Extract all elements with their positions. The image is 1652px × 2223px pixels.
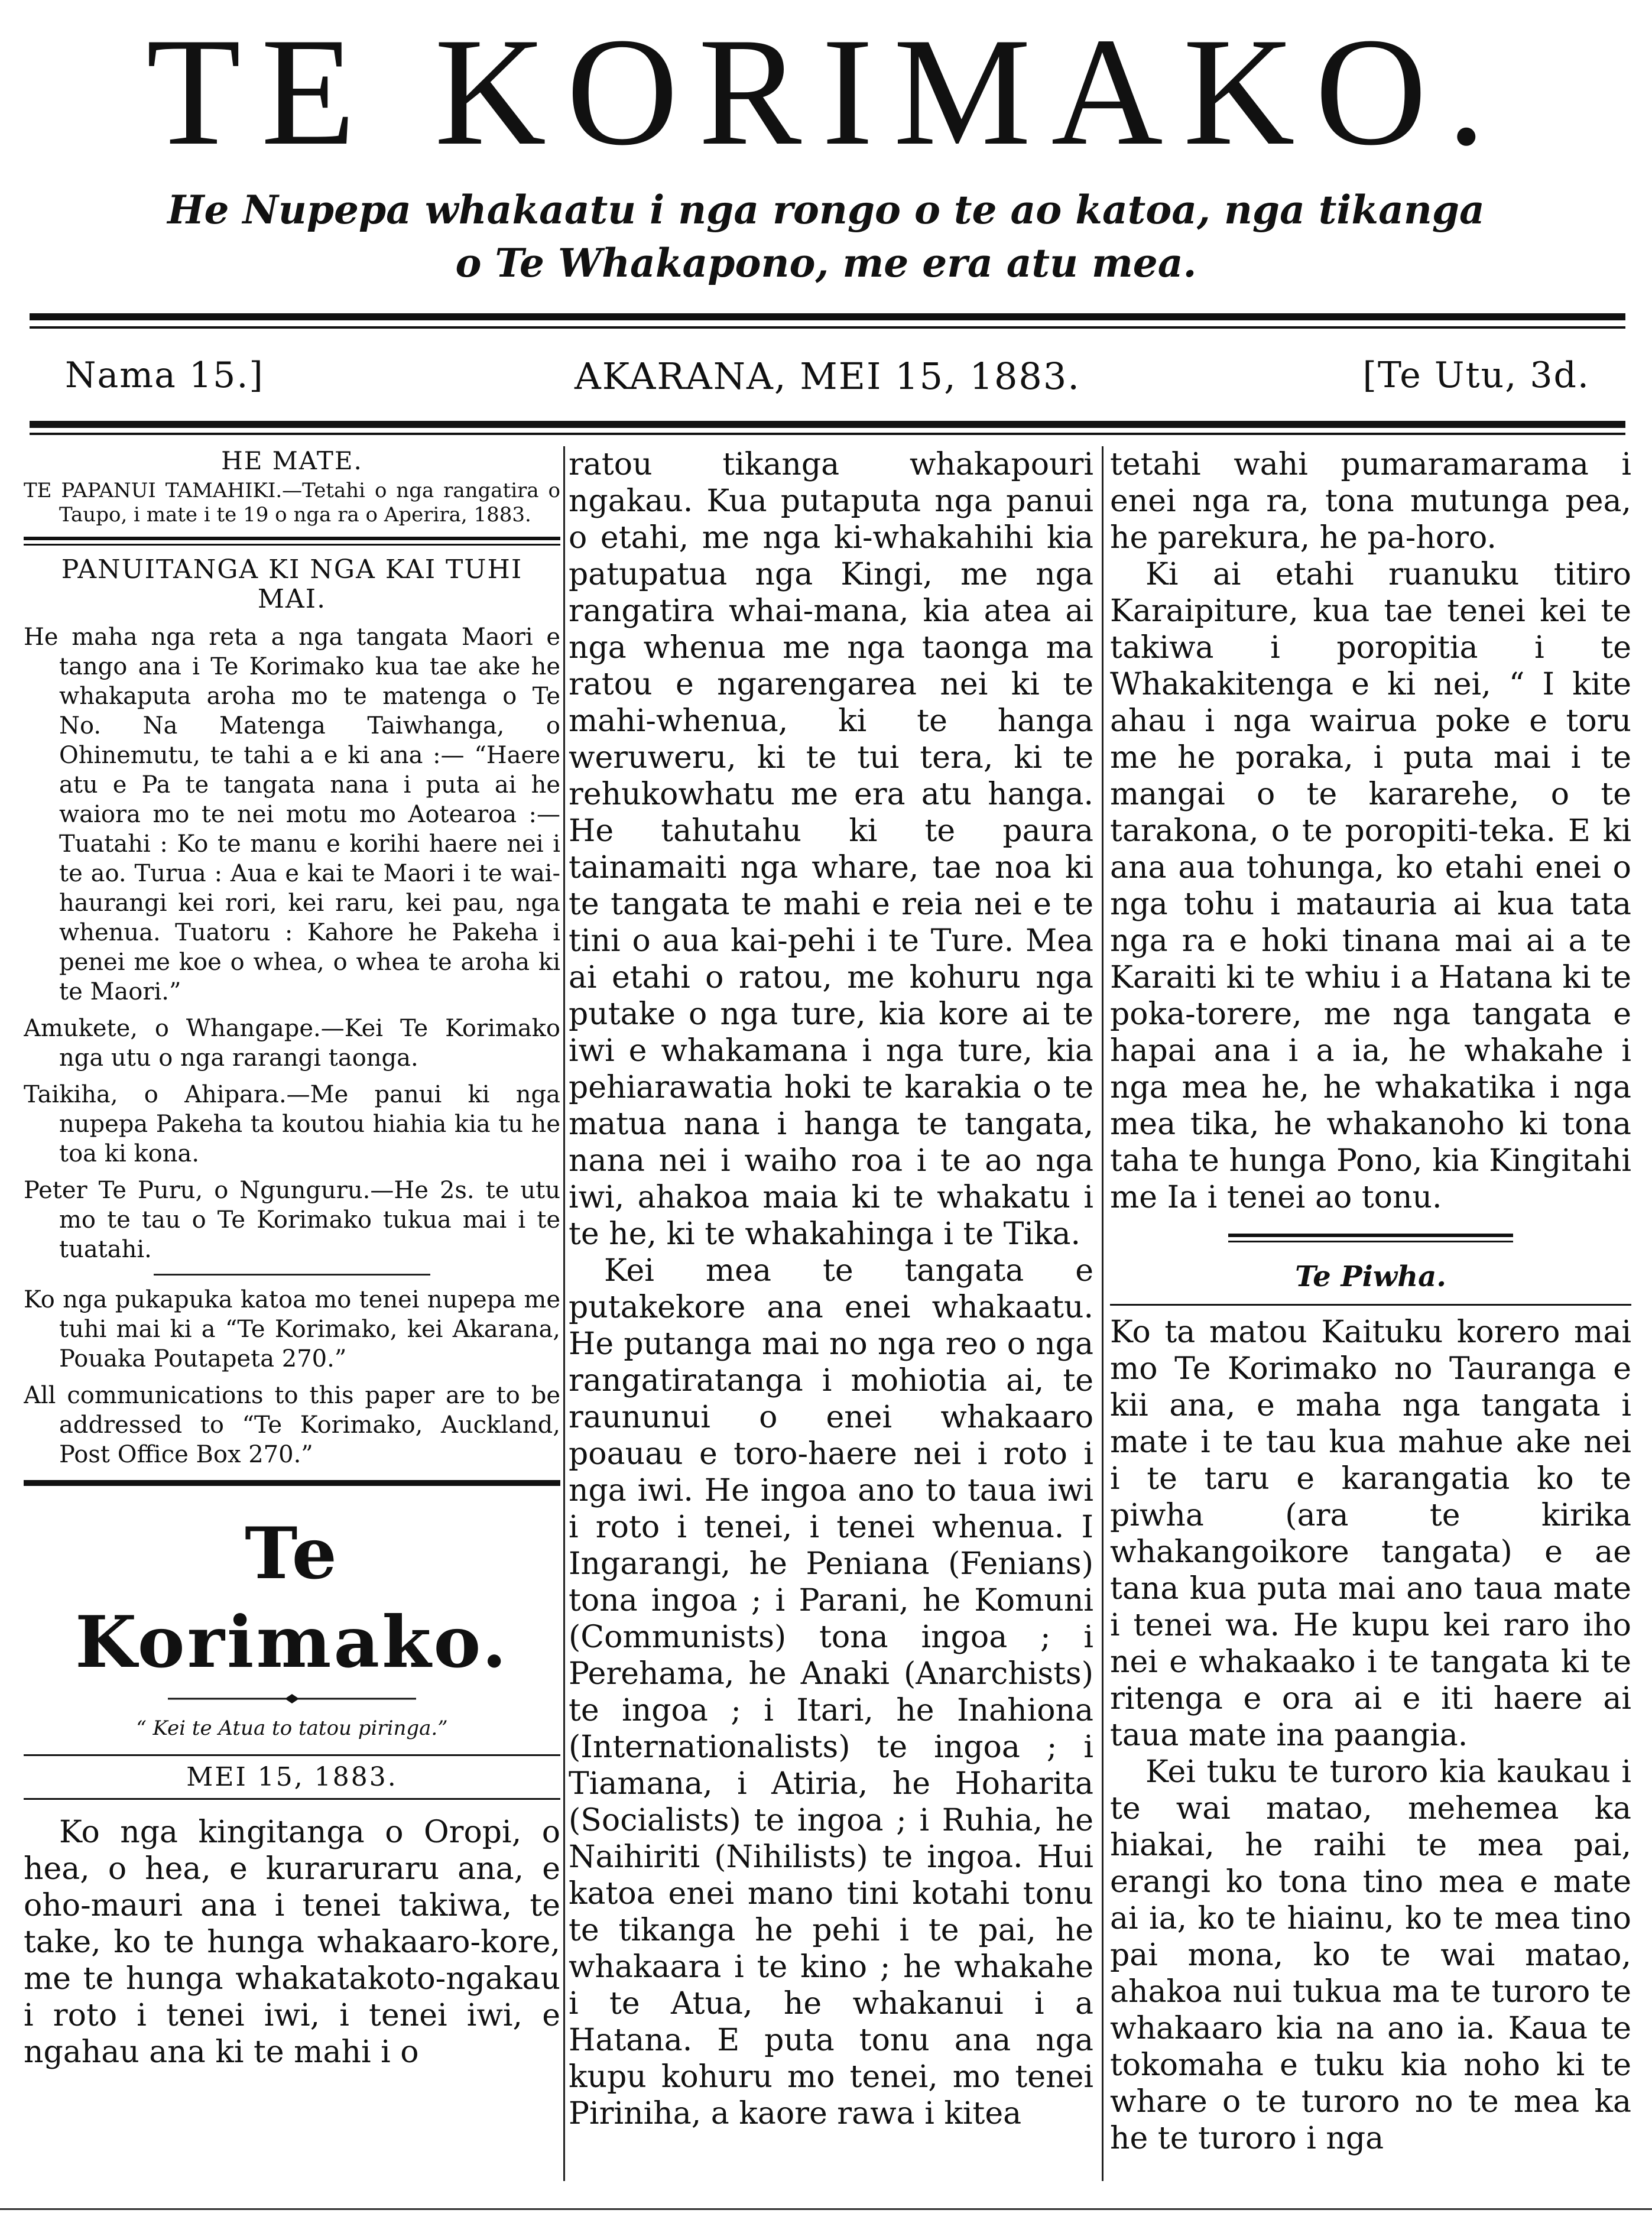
page-bottom-rule [0,2208,1652,2210]
notice-divider [154,1274,430,1276]
masthead-rule-thick [30,313,1625,320]
section-divider [24,537,560,546]
column-2 [569,446,1093,2181]
subtitle-line-1: He Nupepa whakaatu i nga rongo o te ao katoa, nga tikanga [167,187,1485,233]
ornament-divider [24,1693,560,1707]
correspondent-notice: Amukete, o Whangape.—Kei Te Korimako nga utu o nga rarangi taonga. [24,1015,560,1072]
masthead-title: TE KORIMAKO. [146,6,1506,177]
correspondent-notice: He maha nga reta a nga tangata Maori e tango ana i Te Korimako kua tae ake he whakaputa aroha mo te matenga o Te No. Na Matenga Taiwhanga, o Ohinemutu, te tahi a e ki ana :— “Haere atu e Pa te tangata nana i puta ai he waiora mo te nei motu mo Aotearoa :—Tuatahi : Ko te manu e korihi haere nei i te ao. Turua : Aua e kai te Maori i te wai-haurangi kei rori, kei raru, kei pau, nga whenua. Tuatoru : Kahore he Pakeha i penei me koe o whea, o whea te aroha ki te Maori.” [24,624,560,1005]
issue-number: Nama 15.] [65,355,264,396]
column-divider-2 [1102,446,1104,2181]
address-notice-maori: Ko nga pukapuka katoa mo tenei nupepa me tuhi mai ki a “Te Korimako, kei Akarana, Pouaka Poutapeta 270.” [24,1286,560,1372]
article-title: Te Piwha. [1295,1260,1446,1293]
editorial-paragraph: Ko nga kingitanga o Oropi, o hea, o hea, e kuraruraru ana, e oho-mauri ana i tenei takiwa, te take, ko te hunga whakaaro-kore, me te hunga whakatakoto-ngakau i roto i tenei iwi, i tenei iwi, e ngahau ana ki te mahi i o [24,1815,560,2070]
issue-price: [Te Utu, 3d. [1362,355,1590,396]
article-paragraph: Kei tuku te turoro kia kaukau i te wai matao, mehemea ka hiakai, he raihi te mea pai, erangi ko tona tino mea e mate ai ia, ko te hiainu, ko te mea tino pai mona, ko te wai matao, ahakoa nui tukua ma te turoro te whakaaro kia na ano ia. Kaua te tokomaha e tuku kia noho ki te whare o te turoro no te mea ka he te turoro i nga [1110,1754,1631,2156]
dateline-rule-thick [30,421,1625,428]
editorial-paragraph: Ki ai etahi ruanuku titiro Karaipiture, kua tae tenei kei te takiwa i poropitia i te Whakakitenga e ki nei, “ I kite ahau i nga wairua poke e toru me he poraka, i puta mai i te mangai o te kararehe, o te tarakona, o te poropiti-teka. E ki ana aua tohunga, ko etahi enei o nga tohu i matauria ai kua tata nga ra e hoki tinana mai ai a te Karaiti ki te whiu i a Hatana ki te poka-torere, me nga tangata e hapai ana i a ia, he whakahe i nga mea he, he whakatika i nga mea tika, he whakanoho ki tona taha te hunga Pono, kia Kingitahi me Ia i tenei ao tonu. [1110,557,1631,1215]
issue-date: AKARANA, MEI 15, 1883. [575,355,1080,398]
paper-motto: “ Kei te Atua to tatou piringa.” [136,1716,448,1740]
correspondent-notice: Peter Te Puru, o Ngunguru.—He 2s. te utu mo te tau o Te Korimako tukua mai i te tuatahi. [24,1177,560,1263]
editorial-paragraph: tetahi wahi pumaramarama i enei nga ra, tona mutunga pea, he parekura, he pa-horo. [1110,447,1631,556]
death-notice-heading: HE MATE. [221,446,363,475]
correspondents-heading: PANUITANGA KI NGA KAI TUHI MAI. [61,554,523,614]
editorial-paragraph: ratou tikanga whakapouri ngakau. Kua putaputa nga panui o etahi, me nga ki-whakahihi kia patupatua nga Kingi, me nga rangatira whai-mana, kia atea ai nga whenua me nga taonga ma ratou e ngarengarea nei ki te mahi-whenua, ki te hanga weruweru, ki te tui tera, ki te rehukowhatu me era atu hanga. He tahutahu ki te paura tainamaiti nga whare, tae noa ki te tangata te mahi e reia nei e te tini o aua kai-pehi i te Ture. Mea ai etahi o ratou, me kohuru nga putake o nga ture, kia kore ai te iwi e whakamana i nga ture, kia pehiarawatia hoki te karakia o te matua nana i hanga te tangata, nana nei i waiho roa i te ao nga iwi, ahakoa maia ki te whakatu i te he, ki te whakahinga i te Tika. [569,447,1093,1252]
correspondent-notice: Taikiha, o Ahipara.—Me panui ki nga nupepa Pakeha ta koutou hiahia kia tu he toa ki kona. [24,1081,560,1167]
article-paragraph: Ko ta matou Kaituku korero mai mo Te Korimako no Tauranga e kii ana, e maha nga tangata i mate i te tau kua mahue ake nei i te taru e karangatia ko te piwha (ara te kirika whakangoikore tangata) e ae tana kua puta mai ano taua mate i tenei wa. He kupu kei raro iho nei e whakaako i te tangata ki te ritenga e ora ai e iti haere ai taua mate ina paangia. [1110,1315,1631,1753]
editorial-date: MEI 15, 1883. [24,1754,560,1800]
dateline [30,355,1625,402]
masthead-rule-thin [30,326,1625,329]
section-divider-thick [24,1480,560,1486]
ornament-icon [168,1693,416,1705]
dateline-rule-thin [30,433,1625,435]
masthead-subtitle [0,183,1652,290]
editorial-nameplate: Te Korimako. [74,1512,509,1684]
address-notice-english: All communications to this paper are to be addressed to “Te Korimako, Auckland, Post Office Box 270.” [24,1382,560,1468]
section-divider [1228,1234,1513,1242]
column-divider-1 [563,446,565,2181]
article-title-rule [1110,1304,1631,1306]
editorial-paragraph: Kei mea te tangata e putakekore ana enei whakaatu. He putanga mai no nga reo o nga rangatiratanga i mohiotia ai, te raununui o enei whakaaro poauau e toro-haere nei i roto i nga iwi. He ingoa ano to taua iwi i roto i tenei, i tenei whenua. I Ingarangi, he Peniana (Fenians) tona ingoa ; i Parani, he Komuni (Communists) tona ingoa ; i Perehama, he Anaki (Anarchists) te ingoa ; i Itari, he Inahiona (Internationalists) te ingoa ; i Tiamana, i Atiria, he Hoharita (Socialists) te ingoa ; i Ruhia, he Naihiriti (Nihilists) te ingoa. Hui katoa enei mano tini kotahi tonu te tikanga he pehi i te pai, he whakaara i te kino ; he whakahe i te Atua, he whakanui i a Hatana. E puta tonu ana nga kupu kohuru mo tenei, mo tenei Piriniha, a kaore rawa i kitea [569,1253,1093,2131]
column-3 [1110,446,1631,2181]
column-1 [24,446,560,2181]
death-notice: TE PAPANUI TAMAHIKI.—Tetahi o nga rangatira o Taupo, i mate i te 19 o nga ra o Aperira, 1883. [24,479,560,527]
subtitle-line-2: o Te Whakapono, me era atu mea. [455,240,1197,286]
